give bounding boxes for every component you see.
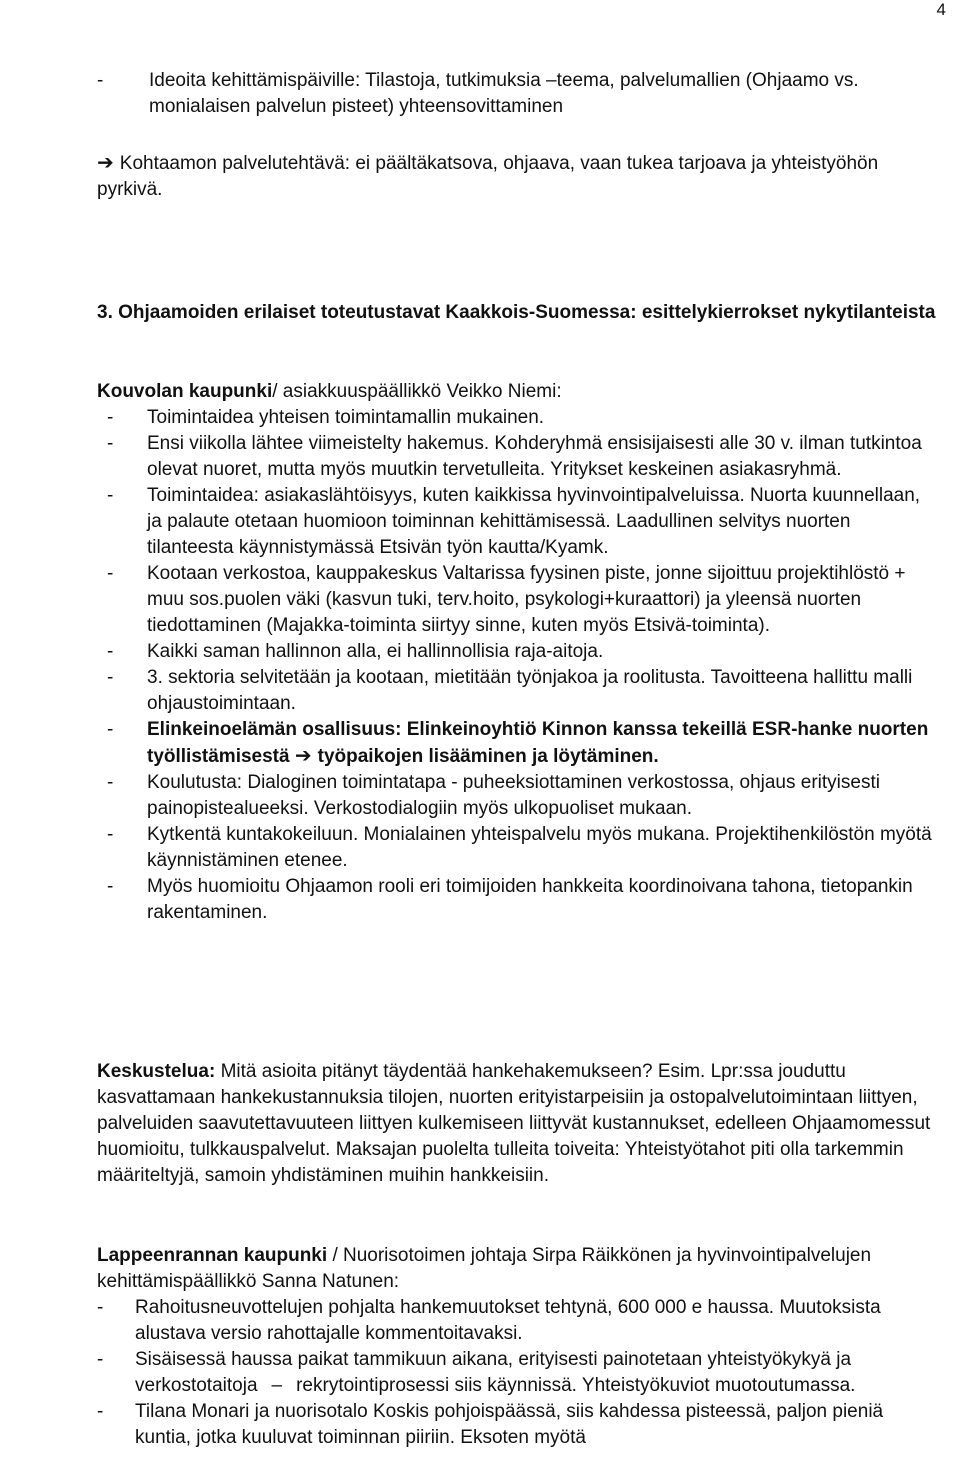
list-item: - Myös huomioitu Ohjaamon rooli eri toimijoiden hankkeita koordinoivana tahona, tietopankin rakentaminen. [97, 874, 937, 926]
list-item-text: Tilana Monari ja nuorisotalo Koskis pohjoispäässä, siis kahdessa pisteessä, paljon pieniä kuntia, jotka kuuluvat toiminnan piiriin. Eksoten myötä [135, 1401, 884, 1448]
kouvola-section [97, 379, 937, 926]
arrow-right-icon: ➔ [294, 745, 312, 767]
list-item-text: Rahoitusneuvottelujen pohjalta hankemuutokset tehtynä, 600 000 e haussa. Muutoksista alustava versio rahottajalle kommentoitavaksi. [135, 1297, 881, 1344]
list-item: - Rahoitusneuvottelujen pohjalta hankemuutokset tehtynä, 600 000 e haussa. Muutoksista alustava versio rahottajalle kommentoitavaksi. [97, 1295, 937, 1347]
list-item-text: Ideoita kehittämispäiville: Tilastoja, tutkimuksia –teema, palvelumallien (Ohjaamo vs. monialaisen palvelun pisteet) yhteensovittaminen [149, 70, 859, 117]
discussion-text: Mitä asioita pitänyt täydentää hankehakemukseen? Esim. Lpr:ssa jouduttu kasvattamaan hankekustannuksia tilojen, nuorten erityistarpeisiin ja ostopalvelutoimintaan liittyen, palveluiden saavutettavuuteen liittyen kulkemiseen liittyvät kustannukset, edelleen Ohjaamomessut huomioitu, tulkkauspalvelut. Maksajan puolelta tulleita toiveita: Yhteistyötahot piti olla tarkemmin määriteltyjä, samoin yhdistäminen muihin hankkeisiin. [97, 1061, 931, 1186]
list-item-text: Myös huomioitu Ohjaamon rooli eri toimijoiden hankkeita koordinoivana tahona, tietopankin rakentaminen. [147, 876, 913, 923]
list-item-text: Toimintaidea: asiakaslähtöisyys, kuten kaikkissa hyvinvointipalveluissa. Nuorta kuunnellaan, ja palaute otetaan huomioon toiminnan kehittämisessä. Laadullinen selvitys nuorten tilanteesta käynnistymässä Etsivän työn kautta/Kyamk. [147, 485, 921, 558]
list-item: - Toimintaidea yhteisen toimintamallin mukainen. [97, 405, 937, 431]
list-item-text: rekrytointiprosessi siis käynnissä. Yhteistyökuviot muotoutumassa. [296, 1375, 856, 1396]
lappeenranta-section [97, 1243, 937, 1451]
list-item-text: Koulutusta: Dialoginen toimintatapa - puheeksiottaminen verkostossa, ohjaus erityisesti painopistealueeksi. Verkostodialogiin myös ulkopuoliset mukaan. [147, 772, 880, 819]
list-item: - Elinkeinoelämän osallisuus: Elinkeinoyhtiö Kinnon kanssa tekeillä ESR-hanke nuorten työllistämisestä ➔ työpaikojen lisääminen ja löytäminen. [107, 719, 929, 767]
list-item-text: Kytkentä kuntakokeiluun. Monialainen yhteispalvelu myös mukana. Projektihenkilöstön myötä käynnistäminen etenee. [147, 824, 932, 871]
discussion-label: Keskustelua: [97, 1061, 216, 1082]
discussion-paragraph [97, 1059, 937, 1189]
org-name: Lappeenrannan kaupunki [97, 1245, 328, 1266]
page-number: 4 [936, 0, 946, 19]
list-item-text: 3. sektoria selvitetään ja kootaan, mietitään työnjakoa ja roolitusta. Tavoitteena hallittu malli ohjaustoimintaan. [147, 667, 913, 714]
list-item-text: Kootaan verkostoa, kauppakeskus Valtarissa fyysinen piste, jonne sijoittuu projektihlöstö + muu sos.puolen väki (kasvun tuki, terv.hoito, psykologi+kuraattori) ja yleensä nuorten tiedottaminen (Majakka-toiminta siirtyy sinne, kuten myös Etsivä-toiminta). [147, 563, 906, 636]
list-item: - Toimintaidea: asiakaslähtöisyys, kuten kaikkissa hyvinvointipalveluissa. Nuorta kuunnellaan, ja palaute otetaan huomioon toiminnan kehittämisessä. Laadullinen selvitys nuorten tilanteesta käynnistymässä Etsivän työn kautta/Kyamk. [97, 483, 937, 561]
lappeenranta-intro [97, 1243, 937, 1295]
long-dash: – [271, 1375, 283, 1396]
arrow-paragraph [97, 150, 937, 203]
list-item-bold-text: Elinkeinoelämän osallisuus: Elinkeinoyhtiö Kinnon kanssa tekeillä ESR-hanke nuorten työllistämisestä [147, 719, 929, 767]
list-item [97, 68, 933, 120]
list-item: - Koulutusta: Dialoginen toimintatapa - puheeksiottaminen verkostossa, ohjaus erityisesti painopistealueeksi. Verkostodialogiin myös ulkopuoliset mukaan. [97, 770, 937, 822]
list-item: - Tilana Monari ja nuorisotalo Koskis pohjoispäässä, siis kahdessa pisteessä, paljon pieniä kuntia, jotka kuuluvat toiminnan piiriin. Eksoten myötä [97, 1399, 937, 1451]
kouvola-intro [97, 379, 937, 405]
org-name: Kouvolan kaupunki [97, 381, 273, 402]
bullet-dash: - [97, 70, 104, 91]
section-heading: 3. Ohjaamoiden erilaiset toteutustavat Kaakkois-Suomessa: esittelykierrokset nykytilanteista [97, 302, 936, 323]
list-item-text: Toimintaidea yhteisen toimintamallin mukainen. [147, 407, 545, 428]
list-item-text: Ensi viikolla lähtee viimeistelty hakemus. Kohderyhmä ensisijaisesti alle 30 v. ilman tutkintoa olevat nuoret, mutta myös muutkin tervetulleita. Yritykset keskeinen asiakasryhmä. [147, 433, 922, 480]
arrow-right-icon: ➔ [97, 152, 114, 174]
org-contact: / Nuorisotoimen johtaja Sirpa Räikkönen ja hyvinvointipalvelujen kehittämispäällikkö Sanna Natunen: [97, 1245, 872, 1292]
list-item: - Kaikki saman hallinnon alla, ei hallinnollisia raja-aitoja. [97, 639, 937, 665]
org-contact: / asiakkuuspäällikkö Veikko Niemi: [272, 381, 562, 402]
arrow-paragraph-text: Kohtaamon palvelutehtävä: ei päältäkatsova, ohjaava, vaan tukea tarjoava ja yhteistyöhön pyrkivä. [97, 153, 879, 200]
list-item-text: Kaikki saman hallinnon alla, ei hallinnollisia raja-aitoja. [147, 641, 604, 662]
list-item: - Ensi viikolla lähtee viimeistelty hakemus. Kohderyhmä ensisijaisesti alle 30 v. ilman tutkintoa olevat nuoret, mutta myös muutkin tervetulleita. Yritykset keskeinen asiakasryhmä. [97, 431, 937, 483]
list-item-bold-text: työpaikojen lisääminen ja löytäminen. [317, 746, 659, 767]
list-item: - Kytkentä kuntakokeiluun. Monialainen yhteispalvelu myös mukana. Projektihenkilöstön myötä käynnistäminen etenee. [97, 822, 937, 874]
list-item: - 3. sektoria selvitetään ja kootaan, mietitään työnjakoa ja roolitusta. Tavoitteena hallittu malli ohjaustoimintaan. [97, 665, 937, 717]
list-item-text: Sisäisessä haussa paikat tammikuun aikana, erityisesti painotetaan yhteistyökykyä ja verkostotaitoja [135, 1349, 852, 1396]
list-item: - Kootaan verkostoa, kauppakeskus Valtarissa fyysinen piste, jonne sijoittuu projektihlöstö + muu sos.puolen väki (kasvun tuki, terv.hoito, psykologi+kuraattori) ja yleensä nuorten tiedottaminen (Majakka-toiminta siirtyy sinne, kuten myös Etsivä-toiminta). [97, 561, 937, 639]
list-item: - Sisäisessä haussa paikat tammikuun aikana, erityisesti painotetaan yhteistyökykyä ja verkostotaitoja – rekrytointiprosessi siis käynnissä. Yhteistyökuviot muotoutumassa. [97, 1347, 937, 1399]
